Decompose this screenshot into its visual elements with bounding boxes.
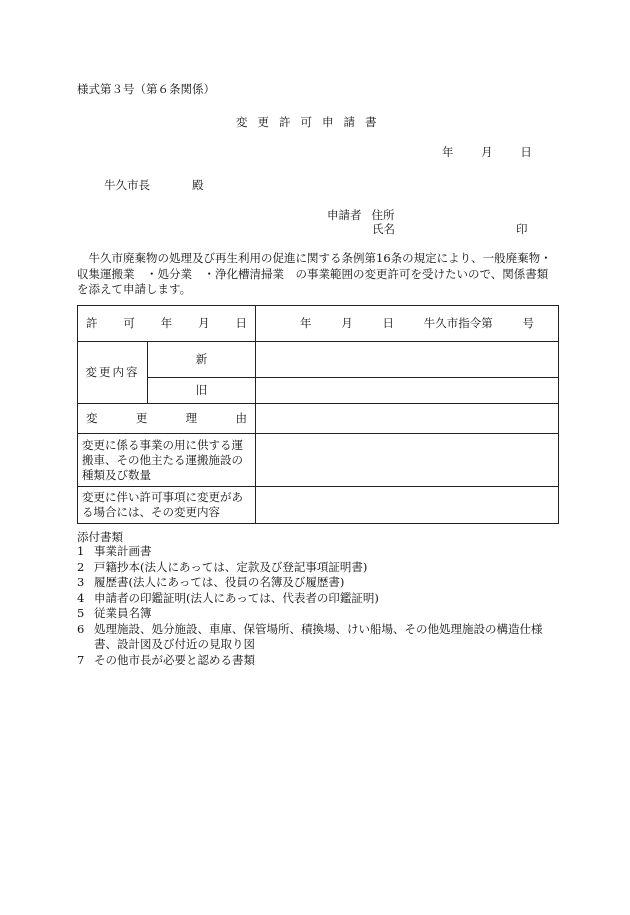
date-month: 月 xyxy=(481,145,493,159)
table-row-other-changes xyxy=(78,487,559,524)
list-item: 2 戸籍抄本(法人にあっては、定款及び登記事項証明書) xyxy=(77,559,368,574)
vehicles-value[interactable] xyxy=(256,434,559,487)
change-old-label: 旧 xyxy=(148,378,256,404)
other-changes-label: 変更に伴い許可事項に変更がある場合には、その変更内容 xyxy=(78,487,256,524)
change-content-label: 変更内容 xyxy=(78,342,148,404)
applicant-label: 申請者 xyxy=(327,208,362,222)
addressee-suffix: 殿 xyxy=(192,178,204,192)
change-old-value[interactable] xyxy=(256,378,559,404)
table-row-change-old xyxy=(78,378,559,404)
form-number: 様式第３号（第６条関係） xyxy=(77,82,215,96)
list-item: 7 その他市長が必要と認める書類 xyxy=(77,652,255,667)
addressee xyxy=(104,177,204,193)
list-item: 1 事業計画書 xyxy=(77,544,152,558)
permit-date-value[interactable]: 年 月 日 牛久市指令第 号 xyxy=(256,306,559,342)
date-day: 日 xyxy=(520,145,532,159)
applicant-address-label: 住所 xyxy=(371,208,395,222)
list-item: 5 従業員名簿 xyxy=(77,606,152,620)
date-year: 年 xyxy=(442,145,454,159)
vehicles-label: 変更に係る事業の用に供する運搬車、その他主たる運搬施設の種類及び数量 xyxy=(78,434,256,487)
applicant-name-label: 氏名 xyxy=(372,222,395,236)
permit-date-label: 許 可 年 月 日 xyxy=(78,306,256,342)
change-new-value[interactable] xyxy=(256,342,559,378)
application-statement: 牛久市廃棄物の処理及び再生利用の促進に関する条例第16条の規定により、一般廃棄物・収集運搬業 ・処分業 ・浄化槽清掃業 の事業範囲の変更許可を受けたいので、関係書類を添えて申請します。 xyxy=(77,251,552,296)
seal-label: 印 xyxy=(516,222,528,236)
table-row-vehicles xyxy=(78,434,559,487)
attachments-list xyxy=(77,544,557,668)
table-row-permit xyxy=(78,306,559,342)
list-item: 3 履歴書(法人にあっては、役員の名簿及び履歴書) xyxy=(77,575,345,589)
list-item: 4 申請者の印鑑証明(法人にあっては、代表者の印鑑証明) xyxy=(77,590,379,605)
change-new-label: 新 xyxy=(148,342,256,378)
application-table xyxy=(77,305,559,524)
table-row-reason xyxy=(78,404,559,434)
page-title: 変更許可申請書 xyxy=(236,115,387,129)
other-changes-value[interactable] xyxy=(256,487,559,524)
change-reason-value[interactable] xyxy=(256,404,559,434)
attachments-heading: 添付書類 xyxy=(77,530,123,544)
list-item: 6 処理施設、処分施設、車庫、保管場所、積換場、けい船場、その他処理施設の構造仕様書、設計図及び付近の見取り図 xyxy=(77,621,543,651)
addressee-name: 牛久市長 xyxy=(104,178,150,192)
change-reason-label: 変 更 理 由 xyxy=(78,404,256,434)
date-line xyxy=(442,144,532,160)
table-row-change-new xyxy=(78,342,559,378)
